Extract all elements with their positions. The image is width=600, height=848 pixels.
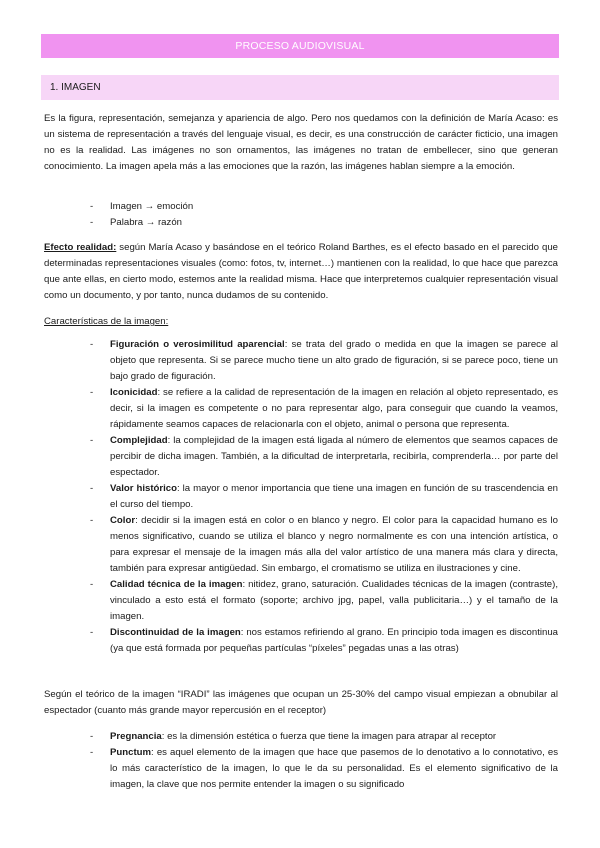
caracteristicas-heading: Características de la imagen: bbox=[44, 316, 169, 327]
list-item: - Imagen → emoción bbox=[90, 201, 194, 212]
efecto-realidad-text: según María Acaso y basándose en el teórico Roland Barthes, es el efecto basado en el parecido que determinadas representaciones visuales (como: fotos, tv, internet…) mantienen con la realidad, lo que hace que parezca que ante ellas, en cierto modo, estemos ante la realidad misma. Hace que interpretemos cualquier representación visual como un documento, y por tanto, nunca dudamos de su contenido. bbox=[44, 242, 558, 301]
list-item: - Calidad técnica de la imagen: nitidez, grano, saturación. Cualidades técnicas de la imagen (contraste), vinculado a esto está el formato (soporte; archivo jpg, papel, valla publicitaria…) y el tamaño de la imagen. bbox=[90, 579, 558, 622]
list-item: - Palabra → razón bbox=[90, 217, 182, 228]
efecto-realidad-paragraph bbox=[44, 240, 558, 304]
document-title-bar bbox=[41, 34, 559, 58]
section-heading: 1. IMAGEN bbox=[50, 82, 101, 93]
simple-list bbox=[90, 199, 390, 231]
iradi-paragraph: Según el teórico de la imagen “IRADI” las imágenes que ocupan un 25-30% del campo visual empiezan a obnubilar al espectador (cuanto más grande mayor repercusión en el receptor) bbox=[44, 689, 558, 716]
section-heading-bar bbox=[41, 75, 559, 100]
list-item: - Pregnancia: es la dimensión estética o fuerza que tiene la imagen para atrapar al receptor bbox=[90, 731, 497, 742]
list-item: - Valor histórico: la mayor o menor importancia que tiene una imagen en función de su trascendencia en el curso del tiempo. bbox=[90, 483, 559, 510]
list-item: - Discontinuidad de la imagen: nos estamos refiriendo al grano. En principio toda imagen es discontinua (ya que está formada por pequeñas partículas “píxeles” pegadas unas a las otras) bbox=[90, 627, 558, 654]
intro-paragraph: Es la figura, representación, semejanza y apariencia de algo. Pero nos quedamos con la definición de María Acaso: es un sistema de representación a través del lenguaje visual, es decir, es una construcción de carácter ficticio, una imagen no es la realidad. Las imágenes no son ornamentos, las imágenes no tratan de embellecer, sino que generan conocimiento. La imagen apela más a las emociones que la razón, las imágenes hablan siempre a la emoción. bbox=[44, 113, 558, 172]
efecto-realidad-label: Efecto realidad: bbox=[44, 242, 117, 253]
caracteristicas-list bbox=[90, 337, 558, 657]
document-title: PROCESO AUDIOVISUAL bbox=[235, 40, 365, 52]
list-item: - Color: decidir si la imagen está en color o en blanco y negro. El color para la capacidad humano es lo menos significativo, cuando se utiliza el blanco y negro normalmente es con una intención artística, o para expresar el mensaje de la imagen más alla del valor artístico de una manera más clara y directa, también para expresar antigüedad. Sin embargo, el cromatismo se utiliza en ilustraciones y cine. bbox=[90, 515, 558, 574]
list-item: - Complejidad: la complejidad de la imagen está ligada al número de elementos que seamos capaces de percibir de dicha imagen. También, a la dificultad de interpretarla, recibirla, comprenderla… por parte del espectador. bbox=[90, 435, 558, 478]
list-item: - Punctum: es aquel elemento de la imagen que hace que pasemos de lo denotativo a lo connotativo, es lo más característico de la imagen, lo que le da su personalidad. Es el elemento significativo de la imagen, la clave que nos permite entender la imagen o su significado bbox=[90, 747, 558, 790]
list-item: - Iconicidad: se refiere a la calidad de representación de la imagen en relación al objeto representado, es decir, si la imagen es competente o no para representar algo, para conseguir que cuando la veamos, rápidamente seamos capaces de relacionarla con el objeto, animal o persona que representa. bbox=[90, 387, 558, 430]
list-item: - Figuración o verosimilitud aparencial: se trata del grado o medida en que la imagen se parece al objeto que representa. Si se parece mucho tiene un alto grado de figuración, si se parece poco, tiene un bajo grado de figuración. bbox=[90, 339, 558, 382]
iradi-list bbox=[90, 729, 558, 793]
